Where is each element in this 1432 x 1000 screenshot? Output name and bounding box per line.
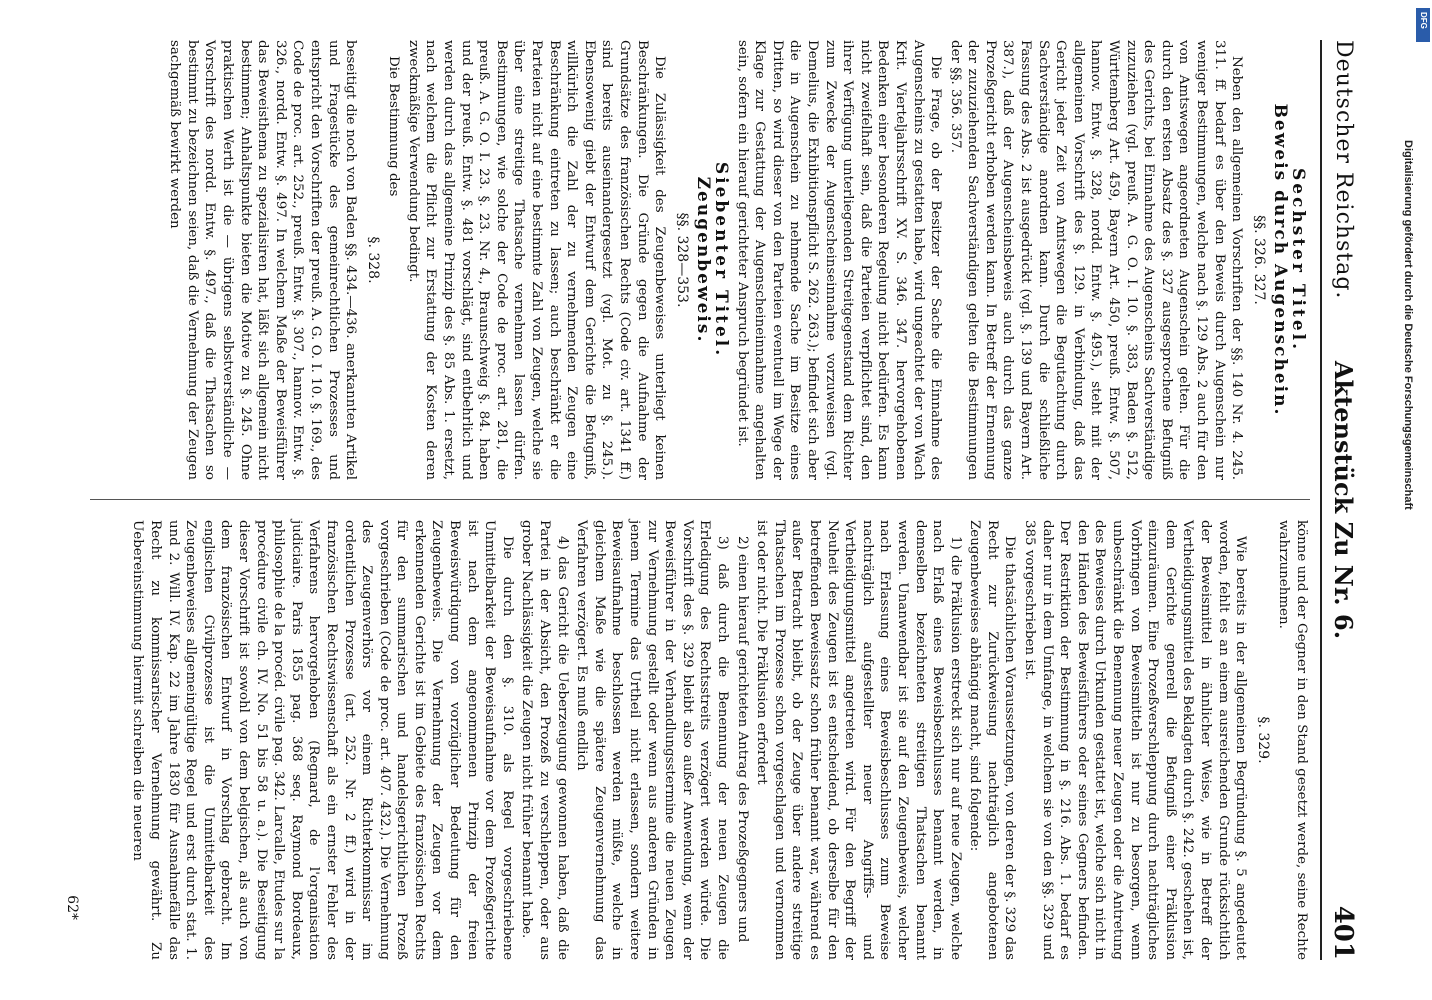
- paragraph-ref: §. 329.: [1254, 716, 1271, 764]
- body-paragraph: 3) daß durch die Benennung der neuen Zeugen die Erledigung des Rechtsstreits verzögert werden würde. Die Vorschrift des §. 329 bleibt also außer Anwendung, wenn der Beweisführer in der Verhandlungsstermine die neuen Zeugen zur Vernehmung gestellt oder wenn aus anderen Gründen in jenem Termine das Urtheil nicht erlassen, sondern weitere Beweisaufnahme beschlossen werden müßte, welche in gleichem Maße wie die spätere Zeugenvernehmung das Verfahren verzögert. Es muß endlich: [574, 520, 730, 960]
- body-paragraph: Wie bereits in der allgemeinen Begründung §. 5 angedeutet worden, fehlt es an einem ausreichenden Grunde rücksichtlich der Beweismittel in ähnlicher Weise, wie in Betreff der Vertheidigungsmittel des Beklagten durch §. 242. geschehen ist, dem Gerichte generell die Befugniß einer Präklusion einzuräumen. Eine Prozeßverschleppung durch nachträgliches Vorbringen von Beweismitteln ist nur zu besorgen, wenn unbeschränkt die Benennung neuer Zeugen oder die Antretung des Beweises durch Urkunden gestattet ist, welche sich nicht in den Händen des Beweisführers oder seines Gegners befinden. Der Restriktion der Bestimmung in §. 216. Abs. 1. bedarf es daher nur in dem Umfange, in welchem sie von den §§. 329 und 385 vorgeschrieben ist.: [1022, 520, 1249, 960]
- section-subtitle-7: Zeugenbeweis.: [693, 176, 714, 344]
- paragraph-ref: §§. 328—353.: [673, 212, 690, 308]
- paragraph-ref: §§. 326. 327.: [1250, 215, 1267, 305]
- dfg-logo-text: DFG: [1419, 12, 1428, 29]
- body-paragraph: Die Bestimmung des: [386, 56, 402, 197]
- body-paragraph: 2) einen hierauf gerichteten Antrag des Prozeßgegners und: [734, 536, 750, 943]
- digitization-note: [1390, 140, 1430, 1000]
- section-title-6: Sechster Titel.: [1288, 167, 1308, 353]
- body-paragraph: könne und der Gegner in den Stand gesetzt werde, seine Rechte wahrzunehmen.: [1276, 520, 1309, 960]
- body-paragraph: Neben den allgemeinen Vorschriften der §§. 140 Nr. 4. 245. 311. ff. bedarf es über den Beweis durch Augenschein nur weniger Bestimmungen, welche nach §. 129 Abs. 2 auch für den von Amtswegen angeordneten Augenschein gelten. Für die durch den ersten Absatz des §. 327 ausgesprochene Befugniß des Gerichts, bei Einnahme des Augenscheins Sachverständige zuzuziehen (vgl. preuß. A. G. O. I. 10. §. 383, Baden §. 512, Württemberg Art. 459, Bayern Art. 450, preuß. Entw. §. 507, hannov. Entw. §. 328, nordd. Entw. §. 495.), steht mit der allgemeinen Vorschrift des §. 129. in Verbindung, daß das Gericht jeder Zeit von Amtswegen die Begutachtung durch Sachverständige anordnen kann. Durch die schließliche Fassung des Abs. 2 ist ausgedrückt (vgl. §. 139 und Bayern Art. 387.), daß der Augenscheinsbeweis auch durch das ganze Prozeßgericht erhoben werden kann. In Betreff der Ernennung der zuzuziehenden Sachverständigen gelten die Bestimmungen der §§. 356. 357.: [947, 40, 1245, 480]
- body-paragraph: Die Zulässigkeit des Zeugenbeweises unterliegt keinen Beschränkungen. Die Gründe gegen die Aufnahme der Grundsätze des französischen Rechts (Code civ. art. 1341 ff.) sind bereits auseinandergesetzt (vgl. Mot. zu §. 245.). Ebensowenig giebt der Entwurf dem Gerichte die Befugniß, willkürlich die Zahl der zu vernehmenden Zeugen eine Beschränkung eintreten zu lassen; auch beschränkt er die Parteien nicht auf eine bestimmte Zahl von Zeugen, welche sie über eine streitige Thatsache vernehmen lassen dürfen. Bestimmungen, wie solche der Code de proc. art. 281, die preuß. A. G. O. I. 23. §. 23. Nr. 4., Braunschweig §. 84. haben und der preuß. Entw. §. 481 vorschlägt, sind entbehrlich und werden durch das allgemeine Prinzip des §. 85 Abs. 1. ersetzt, nach welchem die Pflicht zur Erstattung der Kosten deren zweckmäßige Verwendung bedingt.: [405, 40, 668, 480]
- left-column: [164, 40, 1310, 480]
- header-center-title: Aktenstück Zu Nr. 6.: [1329, 360, 1358, 640]
- sheet-signature: 62*: [64, 895, 80, 920]
- body-paragraph: 1) die Präklusion erstreckt sich nur auf neue Zeugen, welche nach Erlaß eines Beweisbeschlusses benannt werden, in demselben bezeichneten streitigen Thatsachen benannt werden. Unanwendbar ist sie auf den Zeugenbeweis, welcher nach Erlassung eines Beweisbeschlusses zum Beweise nachträglich aufgestellter neuer Angriffs- und Vertheidigungsmittel angetreten wird. Für den Begriff der Neuheit des Zeugen ist es entscheidend, ob derselbe für den betreffenden Beweissatz schon früher benannt war, während es außer Betracht bleibt, ob der Zeuge über andere streitige Thatsachen im Prozesse schon vorgeschlagen und vernommen ist oder nicht. Die Präklusion erfordert: [754, 520, 963, 960]
- body-paragraph: 4) das Gericht die Ueberzeugung gewonnen haben, daß die Partei in der Absicht, den Prozeß zu verschleppen, oder aus grober Nachlässigkeit die Zeugen nicht früher benannt habe.: [519, 520, 570, 960]
- section-subtitle-6: Beweis durch Augenschein.: [1270, 103, 1291, 417]
- digitization-note-text: Digitalisierung gefördert durch die Deutsche Forschungsgemeinschaft: [1402, 140, 1414, 510]
- dfg-logo-icon: [1416, 8, 1430, 42]
- body-paragraph: beseitigt die noch von Baden §§. 434.—436. anerkannten Artikel und Fragestücke des gemeinrechtlichen Prozesses und entspricht den Vorschriften der preuß. A. G. O. I. 10. §. 169., des Code de proc. art. 252., preuß. Entw. §. 307., hannov. Entw. §. 326., nordd. Entw. §. 497. In welchem Maße der Beweisführer das Beweisthema zu spezialisiren hat, läßt sich allgemein nicht bestimmen; Anhaltspunkte bieten die Motive zu §. 245. Ohne praktischen Werth ist die — übrigens selbstverständliche — Vorschrift des nordd. Entw. §. 497., daß die Thatsachen so bestimmt zu bezeichnen seien, daß die Vernehmung der Zeugen sachgemäß bewirkt werden: [167, 40, 359, 480]
- column-divider: [90, 499, 1310, 500]
- header-left-title: Deutscher Reichstag.: [1331, 40, 1356, 300]
- section-title-7: Siebenter Titel.: [711, 161, 731, 359]
- body-paragraph: Die Frage, ob der Besitzer der Sache die Einnahme des Augenscheins zu gestatten habe, wird ungeachtet der von Wach Krit. Vierteljahrsschrift XV. S. 346. 347. hervorgehobenen Bedenken einer besonderen Regelung nicht bedürfen. Es kann nicht zweifelhaft sein, daß die Parteien verpflichtet sind, den ihrer Verfügung unterliegenden Streitgegenstand dem Richter zum Zwecke der Augenscheinseinnahme vorzuweisen (vgl. Demelius, die Exhibitionspflicht S. 262. 263.); befindet sich aber die in Augenschein zu nehmende Sache im Besitze eines Dritten, so wird dieser von den Parteien eventuell im Wege der Klage zur Gestattung der Augenscheineinnahme angehalten sein, sofern ein hierauf gerichteter Anspruch begründet ist.: [734, 40, 944, 480]
- body-paragraph: Die durch den §. 310. als Regel vorgeschriebene Unmittelbarkeit der Beweisaufnahme vor dem Prozeßgerichte ist nach dem angenommenen Prinzip der freien Beweiswürdigung von vorzüglicher Bedeutung für den Zeugenbeweis. Die Vernehmung der Zeugen vor dem erkennenden Gerichte ist im Gebiete des französischen Rechts für den summarischen und handelsgerichtlichen Prozeß vorgeschrieben (Code de proc. art. 407. 432.). Die Vernehmung des Zeugenverhörs vor einem Richterkommissar im ordentlichen Prozesse (art. 252. Nr. 2 ff.) wird in der französischen Rechtswissenschaft als ein ernster Fehler des Verfahrens hervorgehoben (Regnard, de l'organisation judiciaire. Paris 1855 pag. 368 seq. Raymond Bordeaux, philosophie de la procéd. civile pag. 342. Larcalle, Etudes sur la procédure civile ch. IV. No. 51 bis 58 u. a.). Die Beseitigung dieser Vorschrift ist sowohl von dem belgischen, als auch von dem französischen Entwurf in Vorschlag gebracht. Im englischen Civilprozesse ist die Unmittelbarkeit des Zeugenbeweises allgemeingültige Regel und erst durch stat. 1. und 2. Will. IV. Kap. 22 im Jahre 1830 für Ausnahmefälle das Recht zu kommissarischer Vernehmung gewährt. Zu Uebereinstimmung hiermit schreiben die neueren: [130, 520, 515, 960]
- body-paragraph: Die thatsächlichen Voraussetzungen, von deren der §. 329 das Recht zur Zurückweisung nachträglich angebotenen Zeugenbeweises abhängig macht, sind folgende:: [967, 520, 1018, 960]
- page-number: 401: [1328, 905, 1358, 960]
- page-header: [1320, 40, 1362, 960]
- right-column: [127, 520, 1310, 960]
- paragraph-ref: §. 328.: [364, 236, 381, 284]
